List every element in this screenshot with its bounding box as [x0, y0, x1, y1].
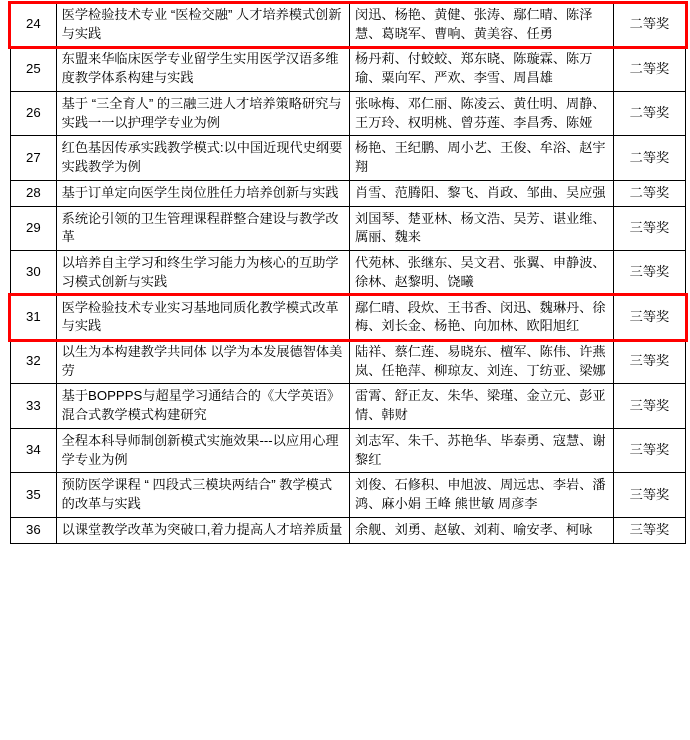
table-body [11, 3, 686, 544]
project-title: 以生为本构建教学共同体 以学为本发展德智体美劳 [56, 340, 349, 384]
project-title: 东盟来华临床医学专业留学生实用医学汉语多维度教学体系构建与实践 [56, 47, 349, 91]
project-authors: 雷霄、舒正友、朱华、梁瑾、金立元、彭亚情、韩财 [350, 384, 614, 428]
row-number: 27 [11, 136, 57, 180]
project-title: 基于 “三全育人” 的三融三进人才培养策略研究与实践一一以护理学专业为例 [56, 91, 349, 135]
project-authors: 杨艳、王纪鹏、周小艺、王俊、牟浴、赵宇翔 [350, 136, 614, 180]
award-level: 三等奖 [613, 473, 685, 517]
award-level: 二等奖 [613, 91, 685, 135]
project-authors: 刘志军、朱千、苏艳华、毕泰勇、寇慧、谢黎红 [350, 428, 614, 472]
award-level: 二等奖 [613, 47, 685, 91]
row-number: 29 [11, 206, 57, 250]
project-title: 以培养自主学习和终生学习能力为核心的互助学习模式创新与实践 [56, 251, 349, 295]
project-title: 医学检验技术专业实习基地同质化教学模式改革与实践 [56, 295, 349, 339]
award-level: 三等奖 [613, 206, 685, 250]
row-number: 33 [11, 384, 57, 428]
project-authors: 余舰、刘勇、赵敏、刘莉、喻安孝、柯咏 [350, 517, 614, 543]
project-authors: 陆祥、蔡仁莲、易晓东、檀军、陈伟、许燕岚、任艳萍、柳琼友、刘连、丁纺亚、梁娜 [350, 340, 614, 384]
award-level: 二等奖 [613, 136, 685, 180]
table-row [11, 295, 686, 339]
table-row [11, 206, 686, 250]
project-title: 基于BOPPPS与超星学习通结合的《大学英语》混合式教学模式构建研究 [56, 384, 349, 428]
table-row [11, 517, 686, 543]
table-row [11, 47, 686, 91]
project-title: 全程本科导师制创新模式实施效果---以应用心理学专业为例 [56, 428, 349, 472]
project-title: 医学检验技术专业 “医检交融” 人才培养模式创新与实践 [56, 3, 349, 47]
table-row [11, 91, 686, 135]
table-row [11, 473, 686, 517]
row-number: 34 [11, 428, 57, 472]
table-row [11, 136, 686, 180]
row-number: 25 [11, 47, 57, 91]
award-level: 三等奖 [613, 295, 685, 339]
table-row [11, 180, 686, 206]
project-authors: 代苑林、张继东、吴文君、张翼、申静波、徐林、赵黎明、饶曦 [350, 251, 614, 295]
table-row [11, 3, 686, 47]
row-number: 24 [11, 3, 57, 47]
project-title: 系统论引领的卫生管理课程群整合建设与教学改革 [56, 206, 349, 250]
award-level: 三等奖 [613, 251, 685, 295]
project-authors: 刘国琴、楚亚林、杨文浩、吴芳、谌业维、厲丽、魏来 [350, 206, 614, 250]
project-title: 预防医学课程 “ 四段式三模块两结合” 教学模式的改革与实践 [56, 473, 349, 517]
award-level: 三等奖 [613, 428, 685, 472]
table-row [11, 384, 686, 428]
award-results-table [10, 2, 686, 544]
project-title: 红色基因传承实践教学模式:以中国近现代史纲要实践教学为例 [56, 136, 349, 180]
project-authors: 杨丹莉、付蛟蛟、郑东晓、陈璇霖、陈万瑜、粟向军、严欢、李雪、周昌雄 [350, 47, 614, 91]
project-title: 基于订单定向医学生岗位胜任力培养创新与实践 [56, 180, 349, 206]
project-authors: 肖雪、范腾阳、黎飞、肖政、邹曲、吴应强 [350, 180, 614, 206]
table-row [11, 428, 686, 472]
row-number: 31 [11, 295, 57, 339]
project-authors: 刘俊、石修积、申旭波、周远忠、李岩、潘鸿、麻小娟 王峰 熊世敏 周彦李 [350, 473, 614, 517]
award-level: 三等奖 [613, 340, 685, 384]
row-number: 35 [11, 473, 57, 517]
award-level: 三等奖 [613, 517, 685, 543]
row-number: 32 [11, 340, 57, 384]
table-row [11, 251, 686, 295]
award-level: 三等奖 [613, 384, 685, 428]
project-authors: 鄢仁晴、段炊、王书香、闵迅、魏琳丹、徐梅、刘长金、杨艳、向加林、欧阳旭红 [350, 295, 614, 339]
table-row [11, 340, 686, 384]
project-title: 以课堂教学改革为突破口,着力提高人才培养质量 [56, 517, 349, 543]
award-level: 二等奖 [613, 180, 685, 206]
project-authors: 张咏梅、邓仁丽、陈凌云、黄仕明、周静、王万玲、权明桃、曾芬莲、李昌秀、陈娅 [350, 91, 614, 135]
row-number: 30 [11, 251, 57, 295]
row-number: 28 [11, 180, 57, 206]
row-number: 36 [11, 517, 57, 543]
project-authors: 闵迅、杨艳、黄健、张涛、鄢仁晴、陈泽慧、葛晓军、曹响、黄美容、任勇 [350, 3, 614, 47]
award-level: 二等奖 [613, 3, 685, 47]
row-number: 26 [11, 91, 57, 135]
